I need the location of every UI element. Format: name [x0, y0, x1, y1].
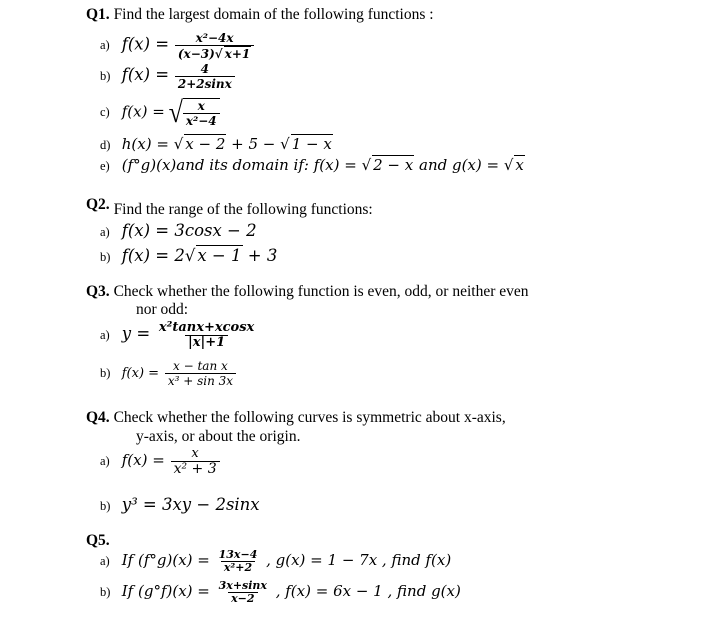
q1a-den-root: x+1: [224, 47, 251, 61]
q1e-pre: (f°g)(x)and its domain if: f(x) =: [121, 156, 362, 174]
q5a-numerator: 13x−4: [218, 548, 258, 561]
q3a-fraction: [156, 321, 257, 350]
q5b-fraction: [216, 580, 270, 605]
q1a-denominator: (x−3)√ x+1: [175, 45, 254, 61]
q1e-mid: and g(x) =: [414, 156, 504, 174]
q1a-label: a): [100, 38, 110, 53]
q5b-post: , f(x) = 6x − 1 , find g(x): [275, 581, 461, 600]
q4-number: Q4.: [86, 409, 110, 426]
q3b-denominator: x³ + sin 3x: [165, 373, 236, 388]
q1d-root2: 1 − x: [291, 135, 332, 153]
q1b-fraction: [175, 62, 235, 91]
q2a-label: a): [100, 225, 110, 239]
q1-part-c: [100, 95, 222, 130]
q4-heading: [86, 409, 506, 427]
q2a-expression: f(x) = 3cosx − 2: [121, 221, 257, 240]
q5b-pre: If (g°f)(x) =: [121, 581, 210, 600]
q2b-label: b): [100, 250, 111, 264]
q1b-label: b): [100, 68, 111, 83]
q1e-expression: (f°g)(x)and its domain if: f(x) = √ 2 − x and g(x) = √ x: [121, 156, 524, 174]
q1a-den-factor: (x−3): [177, 47, 215, 61]
q5-heading: [86, 532, 110, 550]
q2b-pre: f(x) = 2: [121, 246, 185, 265]
q1-number: Q1.: [86, 6, 110, 23]
q1d-pre: h(x) =: [121, 135, 174, 153]
q1b-denominator: 2+2sinx: [175, 76, 235, 91]
q4b-expression: y³ = 3xy − 2sinx: [121, 495, 260, 514]
q1e-root2: x: [515, 156, 524, 174]
q1d-label: d): [100, 138, 111, 152]
q3-part-a: [100, 321, 259, 350]
q1e-root1: 2 − x: [373, 156, 414, 174]
q1b-lhs: f(x) =: [121, 64, 170, 84]
q3a-lhs: y =: [121, 323, 151, 343]
q1-title: Find the largest domain of the following functions :: [113, 6, 434, 23]
q5b-numerator: 3x+sinx: [218, 579, 267, 592]
q1a-fraction: [175, 31, 254, 61]
q2-heading: [86, 196, 373, 218]
q5-part-b: [100, 580, 461, 605]
q4b-label: b): [100, 499, 111, 513]
q3a-numerator: x²tanx+xcosx: [158, 320, 255, 335]
q1e-label: e): [100, 159, 110, 173]
q4a-fraction: [171, 447, 220, 476]
q1d-root1: x − 2: [185, 135, 226, 153]
q4-title-line2: y-axis, or about the origin.: [136, 428, 301, 445]
q4a-numerator: x: [191, 446, 199, 461]
q1-part-d: [100, 134, 333, 154]
q2-part-b: [100, 245, 277, 266]
q1-part-a: [100, 31, 256, 61]
q4a-denominator: x² + 3: [171, 461, 220, 476]
q3-title-line2: nor odd:: [136, 301, 189, 318]
q1c-fraction: [183, 98, 220, 128]
q1-part-e: [100, 155, 525, 175]
q4-title: Check whether the following curves is symmetric about x-axis,: [113, 409, 506, 426]
q1c-numerator: x: [197, 99, 205, 113]
q2-number: Q2.: [86, 196, 110, 213]
q4a-lhs: f(x) =: [121, 450, 165, 469]
q3-title: Check whether the following function is even, odd, or neither even: [113, 283, 529, 300]
q1a-lhs: f(x) =: [121, 34, 170, 54]
q1d-mid: + 5 −: [226, 135, 281, 153]
q1-part-b: [100, 62, 237, 91]
q3b-label: b): [100, 365, 111, 380]
q4-part-a: [100, 447, 222, 476]
q1c-label: c): [100, 105, 110, 120]
q2-part-a: [100, 221, 257, 241]
q2b-root: x − 1: [197, 246, 242, 265]
q3a-denominator: |x|+1: [185, 335, 228, 350]
q3b-lhs: f(x) =: [121, 365, 160, 381]
q3b-numerator: x − tan x: [173, 359, 228, 373]
q3b-fraction: [165, 359, 236, 388]
q3-number: Q3.: [86, 283, 110, 300]
q3-heading: [86, 283, 529, 301]
q3a-label: a): [100, 327, 110, 342]
q5a-fraction: [216, 549, 261, 574]
q5b-label: b): [100, 584, 111, 599]
q5a-pre: If (f°g)(x) =: [121, 550, 210, 569]
q5a-denominator: x²+2: [221, 561, 255, 574]
q5-number: Q5.: [86, 532, 110, 549]
q2-title: Find the range of the following functions:: [113, 201, 373, 218]
q1d-expression: h(x) = √ x − 2 + 5 − √ 1 − x: [121, 135, 332, 153]
q4-part-b: [100, 495, 260, 515]
q3-part-b: [100, 359, 238, 388]
q1c-denominator: x²−4: [183, 113, 220, 128]
q1b-numerator: 4: [200, 62, 210, 76]
q5b-denominator: x−2: [228, 592, 257, 605]
q4a-label: a): [100, 453, 110, 468]
q5a-label: a): [100, 553, 110, 568]
q5-part-a: [100, 549, 451, 574]
q1c-lhs: f(x) =: [121, 102, 165, 121]
q1-heading: [86, 6, 434, 24]
q1c-radical-sign: √: [168, 95, 183, 130]
q2b-post: + 3: [242, 246, 278, 265]
q1a-numerator: x²−4x: [195, 31, 234, 45]
q2b-expression: f(x) = 2√ x − 1 + 3: [121, 246, 278, 265]
q5a-post: , g(x) = 1 − 7x , find f(x): [266, 550, 452, 569]
